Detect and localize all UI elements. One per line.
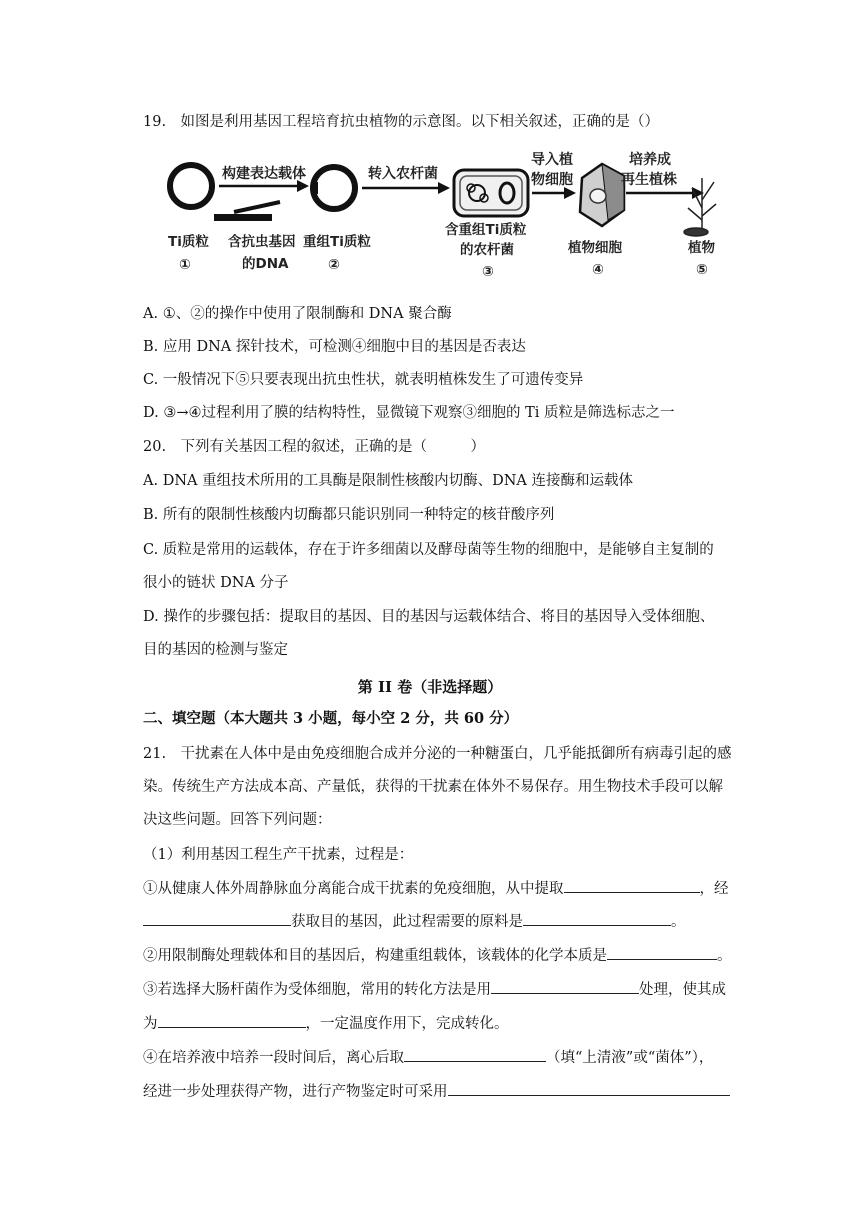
- ti-plasmid-label: Ti质粒: [168, 234, 209, 250]
- q21-s3-text-a: ③若选择大肠杆菌作为受体细胞，常用的转化方法是用: [143, 982, 491, 998]
- q20-option-c: C. 质粒是常用的运载体，存在于许多细菌以及酵母菌等生物的细胞中，是能够自主复制的: [143, 542, 714, 558]
- q19-stem: 19. 如图是利用基因工程培育抗虫植物的示意图。以下相关叙述，正确的是（）: [143, 114, 660, 130]
- q21-s3-text-d: ，一定温度作用下，完成转化。: [305, 1016, 509, 1032]
- num-5: ⑤: [696, 262, 708, 278]
- q21-s3-line-2: [143, 1013, 509, 1034]
- agro-label-1: 含重组Ti质粒: [445, 222, 527, 238]
- arrow-4-label-2: 再生植株: [621, 172, 677, 188]
- q21-s4-text-c: 经进一步处理获得产物，进行产物鉴定时可采用: [143, 1084, 448, 1100]
- q21-s4-line-1: [143, 1047, 713, 1068]
- q21-stem-line-1: 21. 干扰素在人体中是由免疫细胞合成并分泌的一种糖蛋白，几乎能抵御所有病毒引起的感: [143, 746, 732, 762]
- q21-s4-line-2: [143, 1081, 730, 1102]
- answer-blank-1[interactable]: [564, 878, 700, 893]
- q21-s2-line: [143, 945, 732, 966]
- q20-option-d: D. 操作的步骤包括：提取目的基因、目的基因与运载体结合、将目的基因导入受体细胞、: [143, 609, 715, 625]
- q21-sub1: （1）利用基因工程生产干扰素，过程是：: [143, 847, 414, 863]
- q21-s1-text-b: ，经: [699, 881, 729, 897]
- q19-option-d: D. ③→④过程利用了膜的结构特性，显微镜下观察③细胞的 Ti 质粒是筛选标志之一: [143, 405, 675, 421]
- q21-s3-text-b: 处理，使其成: [639, 982, 726, 998]
- q21-s4-text-b: （填“上清液”或“菌体”），: [546, 1050, 714, 1066]
- part2-title: 第 II 卷（非选择题）: [357, 678, 503, 696]
- arrow-3-label-1: 导入植: [531, 152, 573, 168]
- answer-blank-4[interactable]: [607, 945, 717, 960]
- recombinant-label: 重组Ti质粒: [303, 234, 371, 250]
- plant-drawing: [684, 178, 716, 236]
- section2-heading: 二、填空题（本大题共 3 小题，每小空 2 分，共 60 分）: [143, 710, 519, 727]
- arrow-4-label-1: 培养成: [629, 152, 671, 168]
- answer-blank-6[interactable]: [158, 1013, 306, 1028]
- arrow-2-label: 转入农杆菌: [368, 166, 438, 182]
- answer-blank-8[interactable]: [448, 1081, 730, 1096]
- q21-s2-text-a: ②用限制酶处理载体和目的基因后，构建重组载体，该载体的化学本质是: [143, 948, 607, 964]
- q21-stem-line-2: 染。传统生产方法成本高、产量低，获得的干扰素在体外不易保存。用生物技术手段可以解: [143, 779, 723, 795]
- answer-blank-3[interactable]: [523, 911, 671, 926]
- q19-option-c: C. 一般情况下⑤只要表现出抗虫性状，就表明植株发生了可遗传变异: [143, 372, 584, 388]
- gene-engineering-diagram: [162, 148, 732, 288]
- plant-label: 植物: [688, 240, 715, 256]
- answer-blank-7[interactable]: [404, 1047, 546, 1062]
- recombinant-plasmid-ring: [313, 167, 355, 209]
- arrow-1-label: 构建表达载体: [222, 166, 306, 182]
- q20-option-d-cont: 目的基因的检测与鉴定: [143, 642, 288, 658]
- dna-insert-arrow: [234, 202, 280, 212]
- q20-stem: 20. 下列有关基因工程的叙述，正确的是（ ）: [143, 439, 486, 455]
- q21-s2-text-b: 。: [717, 948, 732, 964]
- dna-label-2: 的DNA: [242, 256, 289, 272]
- answer-blank-5[interactable]: [491, 979, 639, 994]
- q21-s3-text-c: 为: [143, 1016, 158, 1032]
- arrow-3-label-2: 物细胞: [531, 172, 573, 188]
- q21-s4-text-a: ④在培养液中培养一段时间后，离心后取: [143, 1050, 404, 1066]
- ti-plasmid-ring: [170, 165, 212, 207]
- plant-cell-label: 植物细胞: [568, 240, 622, 256]
- agro-label-2: 的农杆菌: [460, 242, 514, 258]
- q21-s1-text-a: ①从健康人体外周静脉血分离能合成干扰素的免疫细胞，从中提取: [143, 881, 564, 897]
- q20-option-a: A. DNA 重组技术所用的工具酶是限制性核酸内切酶、DNA 连接酶和运载体: [143, 473, 633, 489]
- num-4: ④: [592, 262, 604, 278]
- answer-blank-2[interactable]: [143, 911, 291, 926]
- q21-s1-line-2: [143, 911, 686, 932]
- dna-fragment: [214, 214, 272, 221]
- num-3: ③: [482, 264, 494, 280]
- q19-option-b: B. 应用 DNA 探针技术，可检测④细胞中目的基因是否表达: [143, 339, 526, 355]
- num-1: ①: [179, 257, 191, 273]
- q20-option-b: B. 所有的限制性核酸内切酶都只能识别同一种特定的核苷酸序列: [143, 507, 555, 523]
- dna-label-1: 含抗虫基因: [228, 234, 296, 250]
- q21-s1-line-1: [143, 878, 729, 899]
- num-2: ②: [328, 257, 340, 273]
- q21-s1-text-d: 。: [671, 914, 686, 930]
- q19-option-a: A. ①、②的操作中使用了限制酶和 DNA 聚合酶: [143, 306, 452, 322]
- q21-stem-line-3: 决这些问题。回答下列问题：: [143, 812, 332, 828]
- q20-option-c-cont: 很小的链状 DNA 分子: [143, 575, 289, 591]
- q21-s1-text-c: 获取目的基因，此过程需要的原料是: [291, 914, 523, 930]
- q21-s3-line-1: [143, 979, 726, 1000]
